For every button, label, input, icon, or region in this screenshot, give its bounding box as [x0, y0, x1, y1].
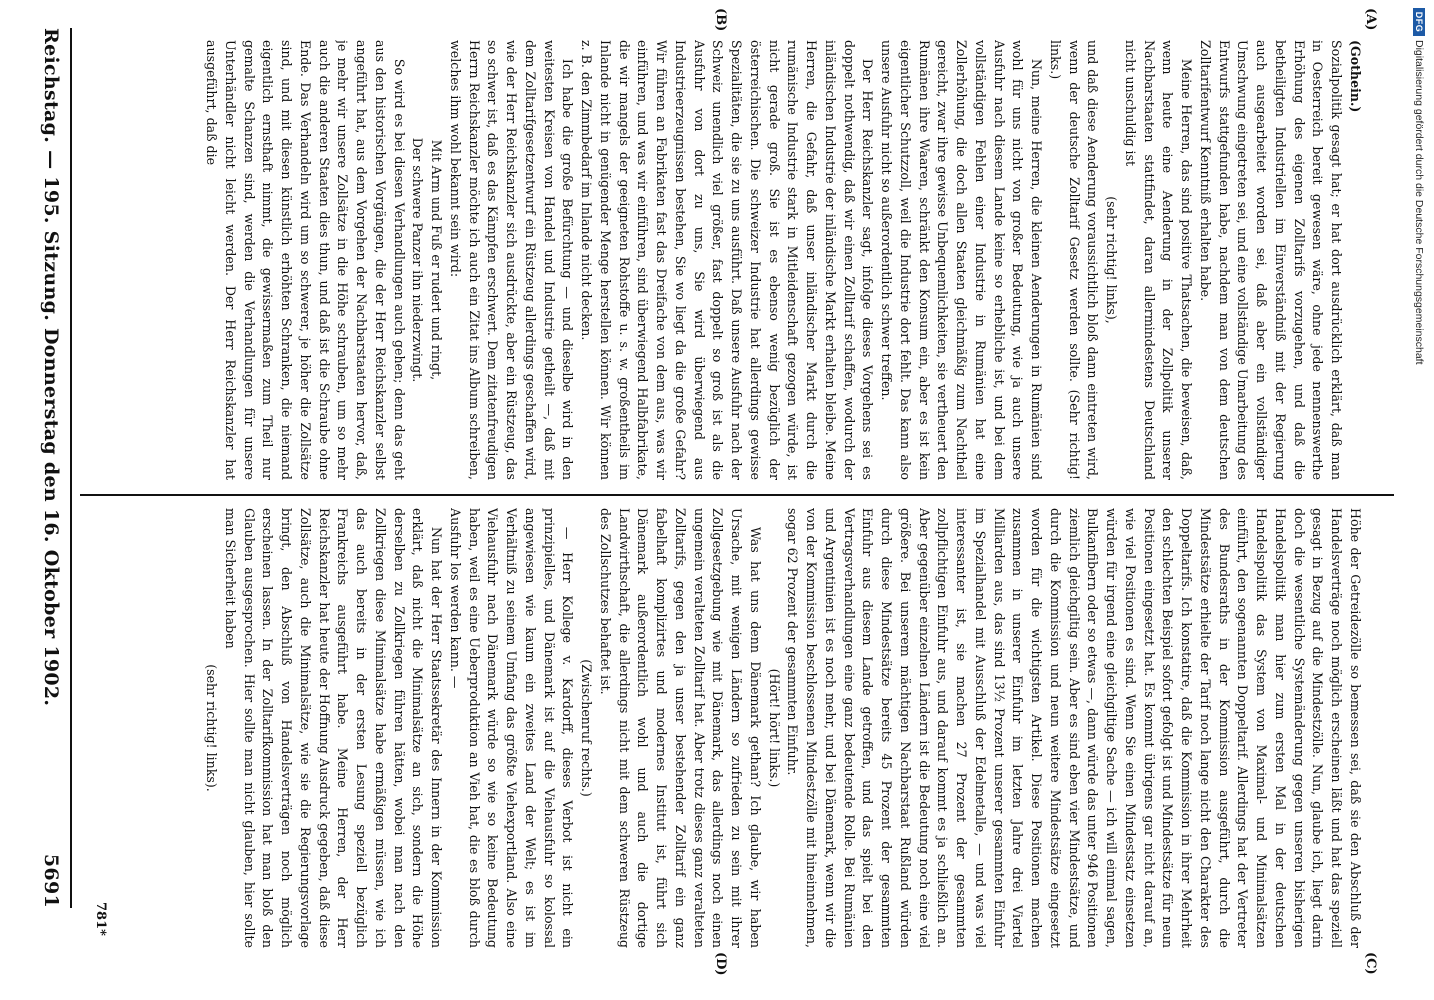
paragraph: Nun hat der Herr Staatssekretär des Innern in der Kommission erklärt, daß nicht die Minimalsätze an sich, sondern die Höhe derselben zu Zollkriegen führen hätten, wobei man nach den Zollkriegen diese Minimalsätze habe ermäßigen müssen, wie ich das auch bereits in der ersten Lesung speziell bezüglich Frankreichs ausgeführt habe. Meine Herren, der Herr Reichskanzler hat heute der Hoffnung Ausdruck gegeben, daß diese Zollsätze, auch die Minimalsätze, wie sie die Regierungsvorlage bringt, den Abschluß von Handelsverträgen noch möglich erscheinen lassen. In der Zolltarifkommission hat man bloß den Glauben ausgesprochen. Hier sollte man nicht glauben, hier sollte man Sicherheit haben — [223, 508, 445, 948]
paragraph: und daß diese Aenderung voraussichtlich bloß dann eintreten wird, wenn der deutsche Zolltarif Gesetz werden sollte. (Sehr richtig! links.) — [1048, 40, 1101, 480]
quote-line: Der schwere Panzer ihn niederzwingt. — [410, 137, 426, 383]
paragraph: Der Herr Reichskanzler sagt, infolge dieses Vorgehens sei es doppelt nothwendig, daß wir einen Zolltarif schaffen, wodurch der inländischen Industrie der inländische Markt erhalten bleibe. Meine Herren, die Gefahr, daß unser inländischer Markt durch die rumänische Industrie stark in Mitleidenschaft gezogen würde, ist nicht gerade groß. Sie ist es ebenso wenig bezüglich der österreichischen. Die schweizer Industrie hat allerdings gewisse Spezialitäten, die sie zu uns ausführt. Daß unsere Ausfuhr nach der Schweiz unendlich viel größer, fast doppelt so groß ist als die Ausfuhr von dort zu uns, Sie wird überwiegend aus Industrieerzeugnissen bestehen, Sie wo liegt da die große Gefahr? Wir führen an Fabrikaten fast das Dreifache von dem aus, was wir einführen, und was wir einführen, sind überwiegend Halbfabrikate, die wir mangels der geeigneten Rohstoffe u. s. w. großentheils im Inlande nicht in genügender Menge herstellen können. Wir können z. B. den Zimmbedarf im Inlande nicht decken. — [579, 40, 876, 480]
header-rule — [70, 28, 72, 908]
quote-line: Mit Arm und Fuß er rudert und ringt, — [429, 139, 445, 381]
digitisation-note — [1412, 8, 1426, 992]
right-column — [90, 508, 1364, 948]
sheet-signature: 781* — [93, 902, 108, 936]
interjection: (sehr richtig! links), — [1104, 196, 1120, 324]
paragraph: Was hat uns denn Dänemark gethan? Ich glaube, wir haben Ursache, mit wenigen Ländern so zufrieden zu sein mit ihrer Zollgesetzgebung wie mit Dänemark, das allerdings noch einen ungemein veralteten Zolltarif hat. Aber trotz dieses ganz veralteten Zolltarifs, gegen den ja unser bestehender Zolltarif ein ganz fabelhaft komplizirtes und modernes Institut ist, führt sich Dänemark außerordentlich wohl und auch die dortige Landwirthschaft, die allerdings nicht mit dem schweren Rüstzeug des Zollschutzes behaftet ist. — [598, 508, 763, 948]
page-header — [32, 28, 62, 908]
interjection: (Hört! hört! links.) — [766, 668, 782, 788]
column-divider — [80, 494, 1394, 496]
paragraph: — Herr Kollege v. Kardorff, dieses Verbot ist nicht ein prinzipielles, und Dänemark ist auf die Viehausfuhr so kolossal angewiesen wie kaum ein zweites Land der Welt; es ist im Verhältniß zu seinem Umfang das größte Viehexportland. Also eine Viehausfuhr nach Dänemark würde so wie so keine Bedeutung haben, weil es eine Ueberproduktion an Vieh hat, die es bloß durch Ausfuhr los werden kann. — — [448, 508, 576, 948]
margin-mark-b: (B) — [713, 8, 728, 32]
paragraph: So wird es bei diesen Verhandlungen auch gehen; denn das geht aus den historischen Vorgängen, die der Herr Reichskanzler selbst angeführt hat, aus dem Vorgehen der Nachbarstaaten hervor, daß, je mehr wir unsere Zollsätze in die Höhe schrauben, um so mehr auch die anderen Staaten dies thun, und daß ist die Schraube ohne Ende. Das Verhandeln wird um so schwerer, je höher die Zollsätze sind, und mit diesen künstlich erhöhten Schranken, die niemand eigentlich ernsthaft nimmt, die gewissermaßen zum Theil nur gemalte Schanzen sind, werden die Verhandlungen für unsere Unterhändler nicht leicht werden. Der Herr Reichskanzler hat ausgeführt, daß die — [204, 40, 407, 480]
page-title: Reichstag. — 195. Sitzung. Donnerstag den 16. Oktober 1902. — [40, 28, 62, 707]
paragraph: Höhe der Getreidezölle so bemessen sei, daß sie den Abschluß der Handelsverträge noch möglich erscheinen läßt und hat das speziell gesagt in Bezug auf die Mindestzölle. Nun, glaube ich, liegt darin doch die wesentliche Systemänderung gegen unseren bisherigen Handelspolitik man hier zum ersten Mal in der deutschen Handelspolitik das System von Maximal- und Minimalsätzen einführt, den sogenannten Doppeltarif. Allerdings hat der Vertreter des Bundesraths in der Kommission ausgeführt, durch die Mindestsätze erhielte der Tarif noch lange nicht den Charakter des Doppeltarifs. Ich konstatire, daß die Kommission in ihrer Mehrheit den schlechten Beispiel sofort gefolgt ist und Mindestsätze für neun Positionen eingesetzt hat. Es kommt übrigens gar nicht darauf an, wie viel Positionen es sind. Wenn Sie einen Mindestsatz einsetzen würden für irgend eine gleichgiltige Sache — ich will einmal sagen, Bulkanfibern oder so etwas —, dann würde das unter 946 Positionen ziemlich gleichgiltig sein. Aber es sind eben vier Mindestsätze, und durch die Kommission und neun weitere Mindestsätze eingesetzt worden für die wichtigsten Artikel. Diese Positionen machen zusammen in unserer Einfuhr im letzten Jahre drei Viertel Milliarden aus, das sind 13½ Prozent unserer gesammten Einfuhr im Spezialhandel mit Ausschluß der Edelmetalle, — und was viel interessanter ist, sie machen 27 Prozent der gesammten zollpflichtigen Einfuhr aus, und darauf kommt es ja schließlich an. Aber gegenüber einzelnen Ländern ist die Bedeutung noch eine viel größere. Bei unserem mächtigen Nachbarstaat Rußland würden durch diese Mindestsätze bereits 45 Prozent der gesammten Einfuhr aus diesem Lande getroffen, und das spielt bei den Vertragsverhandlungen eine ganz bedeutende Rolle. Bei Rumänien und Argentinien ist es noch mehr, und bei Dänemark, wenn wir die von der Kommission beschlossenen Mindestzölle mit hineinnehmen, sogar 62 Prozent der gesammten Einfuhr. — [785, 508, 1363, 948]
digitisation-text: Digitalisierung gefördert durch die Deutsche Forschungsgemeinschaft — [1413, 40, 1425, 365]
margin-mark-d: (D) — [713, 952, 728, 976]
paragraph: Meine Herren, das sind positive Thatsachen, die beweisen, daß, wenn heute eine Aenderung in der Zollpolitik unserer Nachbarstaaten stattfindet, daran allermindestens Deutschland nicht unschuldig ist — [1123, 40, 1195, 480]
dfg-logo: DFG — [1413, 8, 1425, 36]
paragraph: Sozialpolitik gesagt hat; er hat dort ausdrücklich erklärt, daß man in Oesterreich bereit gewesen wäre, ohne jede nennenswerthe Erhöhung des eigenen Zolltarifs vorzugehen, und daß die betheiligten Industriellen im Einverständniß mit der Regierung auch ausgearbeitet worden sei, daß aber ein vollständiger Umschwung eingetreten sei, und eine vollständige Umarbeitung des Entwurfs stattgefunden habe, nachdem man von dem deutschen Zolltarifentwurf Kenntniß erhalten habe. — [1198, 40, 1345, 480]
margin-mark-a: (A) — [1363, 8, 1378, 31]
paragraph: Nun, meine Herren, die kleinen Aenderungen in Rumänien sind wohl für uns nicht von großer Bedeutung, wie ja auch unsere Ausfuhr nach diesem Lande keine so erhebliche ist, und bei dem vollständigen Fehlen einer Industrie in Rumänien hat eine Zollerhöhung, die doch allen Staaten gleichmäßig zum Nachtheil gereicht, zwar ihre gewisse Unbequemlichkeiten, sie vertheuert den Rumänen ihre Waaren, schränkt den Konsum ein, aber es ist kein eigentlicher Schutzzoll, weil die Industrie dort fehlt. Das kann also unsere Ausfuhr nicht so außerordentlich schwer treffen. — [879, 40, 1045, 480]
interjection: (Zwischenruf rechts.) — [579, 659, 595, 797]
paragraph: Ich habe die große Befürchtung — und dieselbe wird in den weitesten Kreisen von Handel und Industrie getheilt —, daß mit dem Zolltarifgesetzentwurf ein Rüstzeug allerdings geschaffen wird, wie der Herr Reichskanzler sich ausdrückte, aber ein Rüstzeug, das so schwer ist, daß es das Kämpfen erschwert. Dem zitatenfreudigen Herrn Reichskanzler möchte ich auch ein Zitat ins Album schreiben, welches ihm wohl bekannt sein wird: — [448, 40, 576, 480]
page-number: 5691 — [40, 853, 62, 908]
interjection: (sehr richtig! links). — [204, 664, 220, 792]
speaker-tag: (Gothein.) — [1348, 40, 1363, 113]
margin-mark-c: (C) — [1363, 952, 1378, 975]
left-column — [90, 40, 1364, 480]
